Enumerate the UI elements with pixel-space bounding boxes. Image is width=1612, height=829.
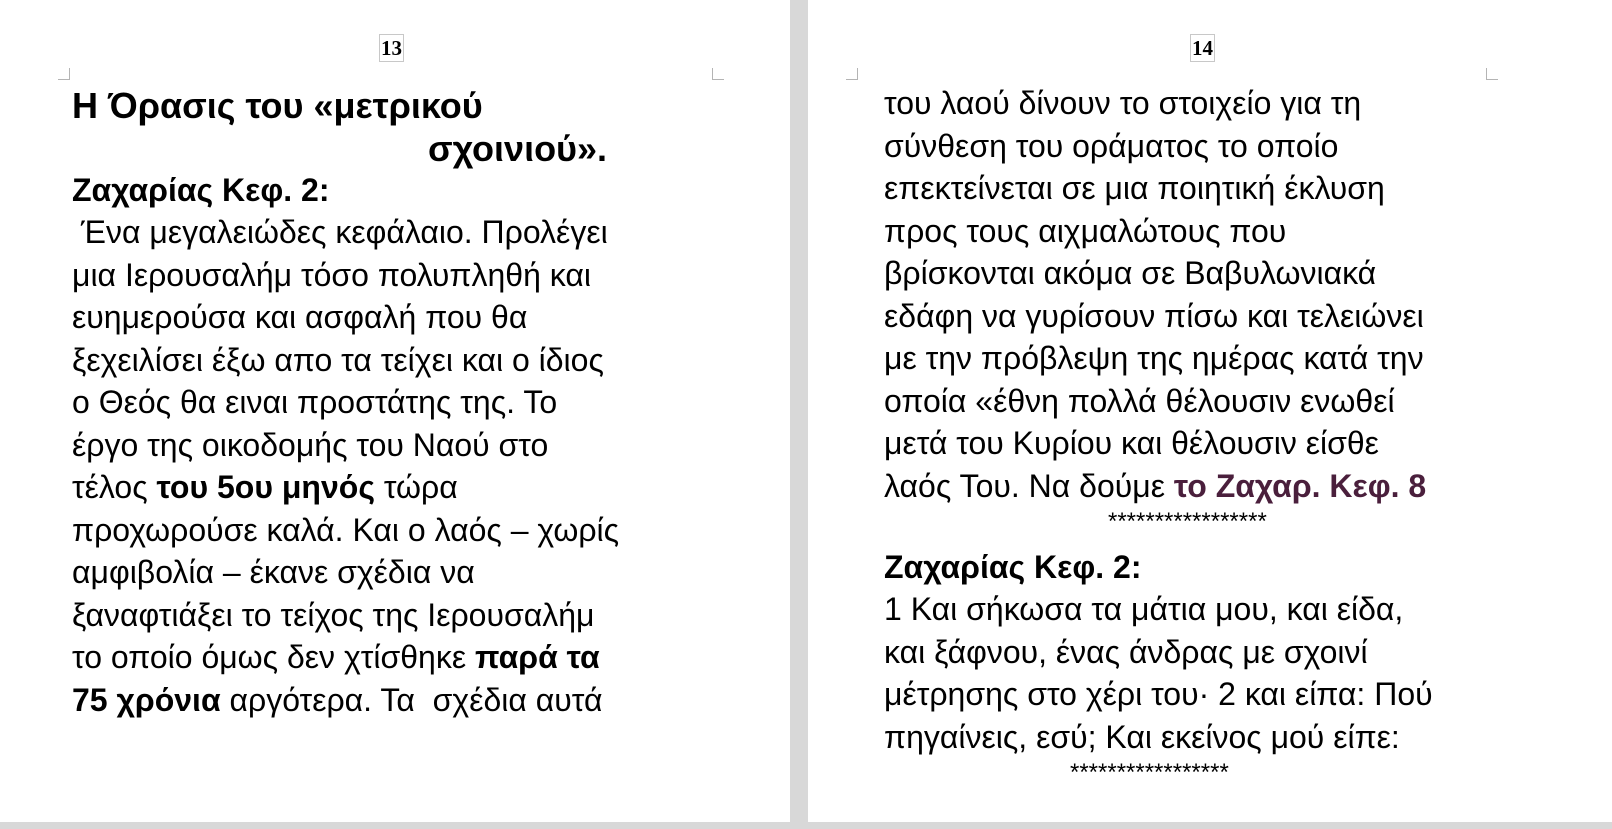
text-line: έργο της οικοδομής του Ναού στο [72, 426, 549, 463]
verse-line: πηγαίνεις, εσύ; Και εκείνος μού είπε: [884, 718, 1400, 755]
text-line: οποία «έθνη πολλά θέλουσιν ενωθεί [884, 382, 1395, 419]
text-line: προς τους αιχμαλώτους που [884, 212, 1287, 249]
text-line: μια Ιερουσαλήμ τόσο πολυπληθή και [72, 256, 591, 293]
text-line: επεκτείνεται σε μια ποιητική έκλυση [884, 170, 1385, 206]
text-line: σύνθεση του οράματος το οποίο [884, 127, 1339, 164]
document-title-continued: σχοινιού». [428, 128, 608, 169]
text-line: μετά του Κυρίου και θέλουσιν είσθε [884, 425, 1379, 461]
bold-text-run: 75 χρόνια [72, 681, 221, 718]
page-number-field[interactable]: 13 [381, 36, 402, 60]
page-text-area[interactable] [72, 84, 722, 721]
text-line: βρίσκονται ακόμα σε Βαβυλωνιακά [884, 255, 1377, 291]
text-line [72, 466, 722, 509]
cross-reference-link[interactable]: το Ζαχαρ. Κεφ. 8 [1173, 467, 1427, 504]
text-line [884, 465, 1544, 508]
separator-stars: ***************** [1108, 508, 1267, 535]
text-line: με την πρόβλεψη της ημέρας κατά την [884, 340, 1424, 376]
text-line: ο Θεός θα ειναι προστάτης της. Το [72, 384, 558, 420]
text-line: ξαναφτιάξει το τείχος της Ιερουσαλήμ [72, 596, 595, 633]
text-line [72, 679, 722, 722]
text-boundary-corner [1486, 68, 1498, 80]
text-run: λαός Του. Να δούμε [884, 467, 1174, 504]
separator-stars: ***************** [1070, 759, 1229, 786]
text-boundary-corner [846, 68, 858, 80]
verse-line: μέτρησης στο χέρι του· 2 και είπα: Πού [884, 676, 1433, 712]
page-13[interactable] [0, 0, 790, 822]
text-boundary-corner [712, 68, 724, 80]
bold-text-run: παρά τα [474, 639, 600, 675]
text-line: του λαού δίνουν το στοιχείο για τη [884, 85, 1362, 121]
text-line: εδάφη να γυρίσουν πίσω και τελειώνει [884, 297, 1424, 334]
text-line: ευημερούσα και ασφαλή που θα [72, 299, 528, 335]
verse-line: 1 Και σήκωσα τα μάτια μου, και είδα, [884, 591, 1404, 627]
chapter-heading: Ζαχαρίας Κεφ. 2: [884, 549, 1142, 585]
bold-text-run: του 5ου μηνός [156, 469, 375, 505]
text-run: αργότερα. Τα σχέδια αυτά [220, 681, 603, 718]
page-14[interactable] [808, 0, 1612, 822]
text-run: τώρα [374, 469, 458, 505]
text-line: Ένα μεγαλειώδες κεφάλαιο. Προλέγει [72, 214, 608, 250]
page-number-field[interactable]: 14 [1192, 36, 1213, 60]
text-run: τέλος [72, 469, 157, 505]
text-run: το οποίο όμως δεν χτίσθηκε [72, 639, 475, 675]
text-boundary-corner [58, 68, 70, 80]
chapter-heading: Ζαχαρίας Κεφ. 2: [72, 172, 330, 208]
text-line: ξεχειλίσει έξω απο τα τείχει και ο ίδιος [72, 341, 604, 378]
page-text-area[interactable] [884, 82, 1544, 786]
verse-line: και ξάφνου, ένας άνδρας με σχοινί [884, 633, 1368, 670]
text-line [72, 636, 722, 679]
document-title: Η Όρασις του «μετρικού [72, 85, 483, 126]
text-line: προχωρούσε καλά. Και ο λαός – χωρίς [72, 511, 620, 548]
text-line: αμφιβολία – έκανε σχέδια να [72, 554, 475, 590]
